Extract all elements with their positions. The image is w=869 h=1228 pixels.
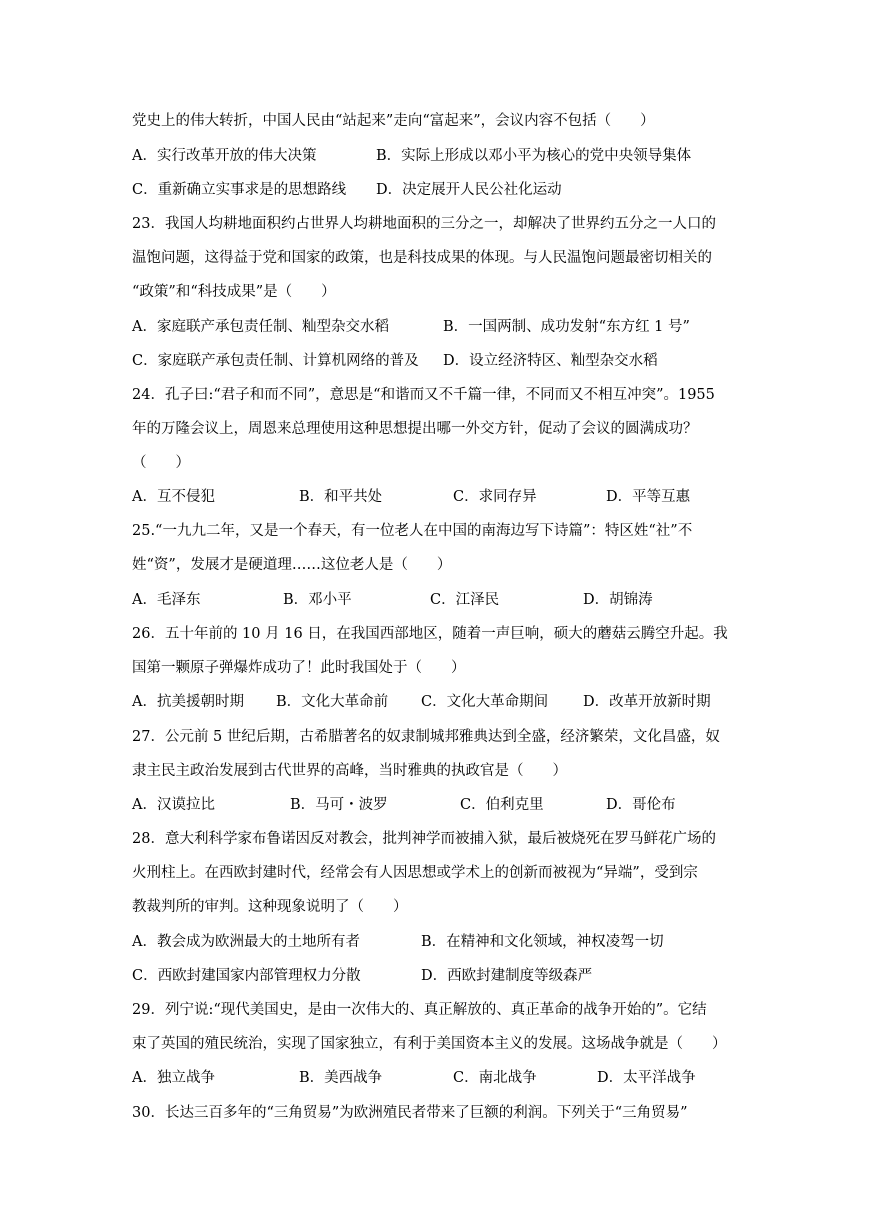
q23-stem-line-2: 温饱问题，这得益于党和国家的政策，也是科技成果的体现。与人民温饱问题最密切相关的 (132, 250, 712, 266)
q23-option-d: D．设立经济特区、籼型杂交水稻 (443, 353, 658, 369)
q26-option-a: A．抗美援朝时期 (132, 694, 244, 710)
q27-option-c: C．伯利克里 (460, 797, 544, 813)
q29-option-c: C．南北战争 (453, 1070, 537, 1086)
q23-stem-line-1: 23．我国人均耕地面积约占世界人均耕地面积的三分之一，却解决了世界约五分之一人口的 (132, 216, 716, 232)
q26-option-d: D．改革开放新时期 (583, 694, 711, 710)
q22-option-a: A．实行改革开放的伟大决策 (132, 148, 317, 164)
q25-stem-line-1: 25.“一九九二年，又是一个春天，有一位老人在中国的南海边写下诗篇”：特区姓“社”不 (132, 523, 693, 539)
q25-stem-line-2: 姓“资”，发展才是硬道理……这位老人是（ ） (132, 557, 452, 573)
q24-stem-line-3: （ ） (132, 455, 190, 471)
q29-option-b: B．美西战争 (299, 1070, 383, 1086)
q29-stem-line-2: 束了英国的殖民统治，实现了国家独立，有利于美国资本主义的发展。这场战争就是（ ） (132, 1036, 727, 1052)
q23-option-a: A．家庭联产承包责任制、籼型杂交水稻 (132, 319, 389, 335)
q26-stem-line-2: 国第一颗原子弹爆炸成功了！此时我国处于（ ） (132, 660, 466, 676)
q25-option-c: C．江泽民 (430, 592, 500, 608)
q28-option-d: D．西欧封建制度等级森严 (421, 968, 593, 984)
q23-option-c: C．家庭联产承包责任制、计算机网络的普及 (132, 353, 419, 369)
q26-stem-line-1: 26．五十年前的 10 月 16 日，在我国西部地区，随着一声巨响，硕大的蘑菇云腾空升起。我 (132, 626, 728, 642)
q27-stem-line-1: 27．公元前 5 世纪后期，古希腊著名的奴隶制城邦雅典达到全盛，经济繁荣，文化昌盛，奴 (132, 729, 720, 745)
q28-stem-line-2: 火刑柱上。在西欧封建时代，经常会有人因思想或学术上的创新而被视为“异端”，受到宗 (132, 865, 698, 881)
q25-option-b: B．邓小平 (283, 592, 352, 608)
q26-option-b: B．文化大革命前 (276, 694, 389, 710)
q28-option-a: A．教会成为欧洲最大的土地所有者 (132, 934, 360, 950)
q28-stem-line-1: 28．意大利科学家布鲁诺因反对教会，批判神学而被捕入狱，最后被烧死在罗马鲜花广场的 (132, 831, 716, 847)
q28-option-b: B．在精神和文化领域，神权凌驾一切 (421, 934, 664, 950)
q24-option-a: A．互不侵犯 (132, 489, 215, 505)
q23-option-b: B．一国两制、成功发射“东方红 1 号” (443, 319, 690, 335)
q22-stem-tail: 党史上的伟大转折，中国人民由“站起来”走向“富起来”，会议内容不包括（ ） (132, 113, 655, 129)
q24-option-c: C．求同存异 (453, 489, 537, 505)
q25-option-a: A．毛泽东 (132, 592, 201, 608)
q22-option-d: D．决定展开人民公社化运动 (376, 182, 562, 198)
q27-option-b: B．马可・波罗 (290, 797, 388, 813)
q24-option-b: B．和平共处 (299, 489, 383, 505)
q28-option-c: C．西欧封建国家内部管理权力分散 (132, 968, 361, 984)
q25-option-d: D．胡锦涛 (583, 592, 653, 608)
q22-option-b: B．实际上形成以邓小平为核心的党中央领导集体 (376, 148, 692, 164)
q26-option-c: C．文化大革命期间 (421, 694, 549, 710)
q24-option-d: D．平等互惠 (606, 489, 691, 505)
q29-option-a: A．独立战争 (132, 1070, 215, 1086)
q24-stem-line-1: 24．孔子曰:“君子和而不同”，意思是“和谐而又不千篇一律，不同而又不相互冲突”。1955 (132, 387, 715, 403)
q23-stem-line-3: “政策”和“科技成果”是（ ） (132, 284, 336, 300)
q24-stem-line-2: 年的万隆会议上，周恩来总理使用这种思想提出哪一外交方针，促动了会议的圆满成功？ (132, 421, 698, 437)
q29-option-d: D．太平洋战争 (597, 1070, 696, 1086)
q29-stem-line-1: 29．列宁说:“现代美国史，是由一次伟大的、真正解放的、真正革命的战争开始的”。它结 (132, 1002, 707, 1018)
q27-option-a: A．汉谟拉比 (132, 797, 215, 813)
q27-stem-line-2: 隶主民主政治发展到古代世界的高峰，当时雅典的执政官是（ ） (132, 763, 567, 779)
q27-option-d: D．哥伦布 (606, 797, 676, 813)
q28-stem-line-3: 教裁判所的审判。这种现象说明了（ ） (132, 899, 408, 915)
q30-stem-line-1: 30．长达三百多年的“三角贸易”为欧洲殖民者带来了巨额的利润。下列关于“三角贸易” (132, 1105, 688, 1121)
q22-option-c: C．重新确立实事求是的思想路线 (132, 182, 347, 198)
